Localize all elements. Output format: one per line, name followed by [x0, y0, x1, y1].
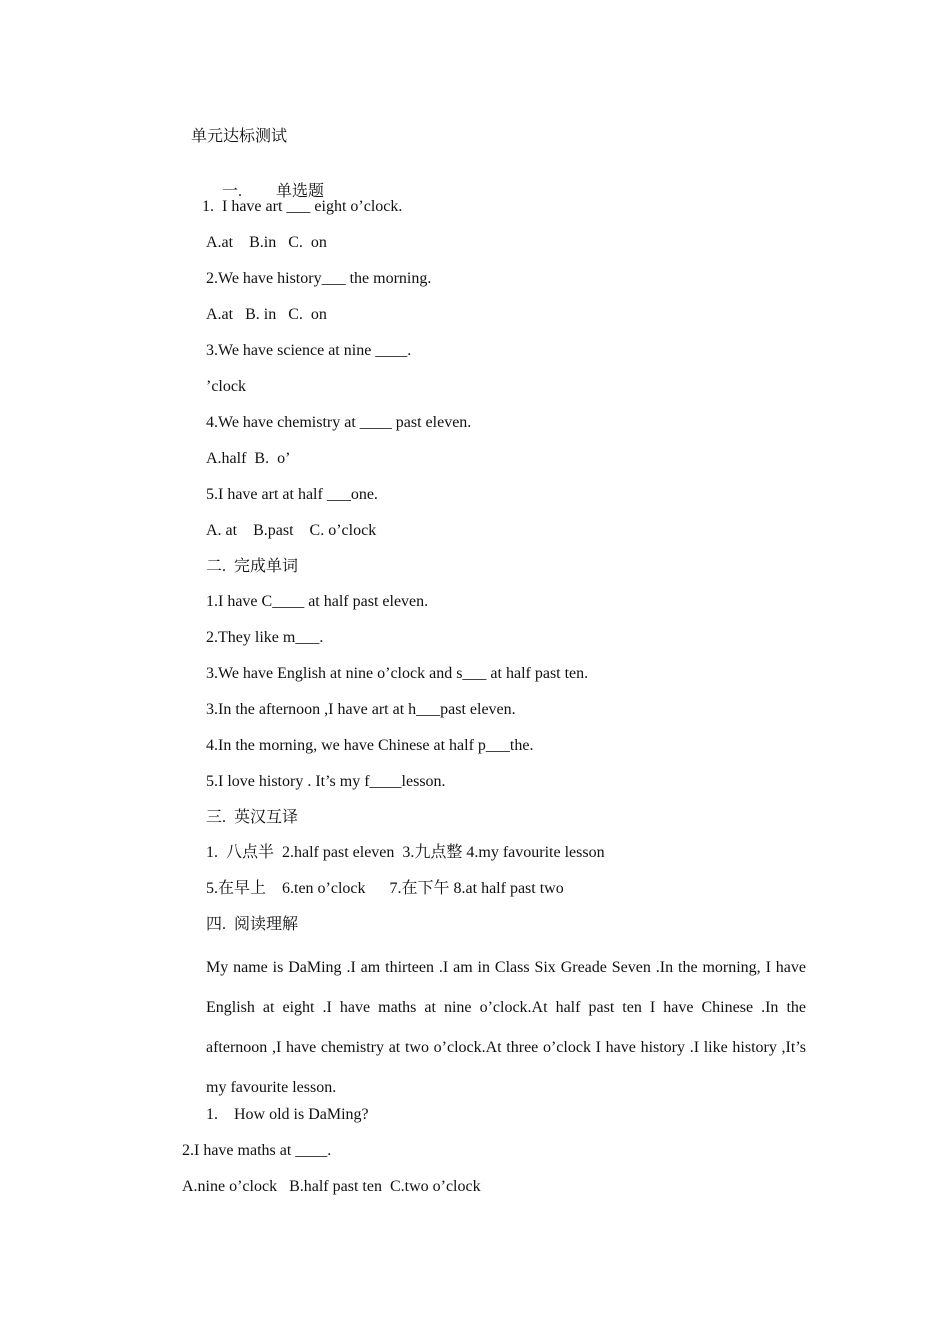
q2-line-2: 2.They like m___.	[206, 629, 324, 646]
page-title: 单元达标测试	[191, 128, 288, 145]
q1-line-2: A.at B.in C. on	[206, 234, 327, 251]
q1-line-1: 1. I have art ___ eight o’clock.	[202, 198, 403, 215]
q2-line-4: 3.In the afternoon ,I have art at h___past eleven.	[206, 701, 516, 718]
q3-line-1: 1. 八点半 2.half past eleven 3.九点整 4.my favourite lesson	[206, 844, 605, 861]
section-1-number: 一.	[222, 183, 243, 200]
q1-line-4: A.at B. in C. on	[206, 306, 327, 323]
section-2-heading: 二. 完成单词	[206, 558, 299, 575]
q4-line-3: A.nine o’clock B.half past ten C.two o’clock	[182, 1178, 481, 1195]
q1-line-7: 4.We have chemistry at ____ past eleven.	[206, 414, 472, 431]
q4-line-2: 2.I have maths at ____.	[182, 1142, 332, 1159]
q4-line-1: 1. How old is DaMing?	[206, 1106, 369, 1123]
q3-line-2: 5.在早上 6.ten o’clock 7.在下午 8.at half past two	[206, 880, 564, 897]
section-3-heading: 三. 英汉互译	[206, 809, 299, 826]
q1-line-3: 2.We have history___ the morning.	[206, 270, 432, 287]
q2-line-5: 4.In the morning, we have Chinese at half p___the.	[206, 737, 534, 754]
q1-line-10: A. at B.past C. o’clock	[206, 522, 377, 539]
q2-line-6: 5.I love history . It’s my f____lesson.	[206, 773, 446, 790]
q2-line-1: 1.I have C____ at half past eleven.	[206, 593, 429, 610]
reading-passage: My name is DaMing .I am thirteen .I am in Class Six Greade Seven .In the morning, I have English at eight .I have maths at nine o’clock.At half past ten I have Chinese .In the afternoon ,I have chemistry at two o’clock.At three o’clock I have history .I like history ,It’s my favourite lesson.	[206, 959, 806, 1096]
q2-line-3: 3.We have English at nine o’clock and s___ at half past ten.	[206, 665, 589, 682]
section-4-heading: 四. 阅读理解	[206, 916, 299, 933]
q1-line-8: A.half B. o’	[206, 450, 291, 467]
q1-line-5: 3.We have science at nine ____.	[206, 342, 412, 359]
q1-line-6: ’clock	[206, 378, 246, 395]
section-1-label: 单选题	[276, 183, 325, 200]
q1-line-9: 5.I have art at half ___one.	[206, 486, 378, 503]
